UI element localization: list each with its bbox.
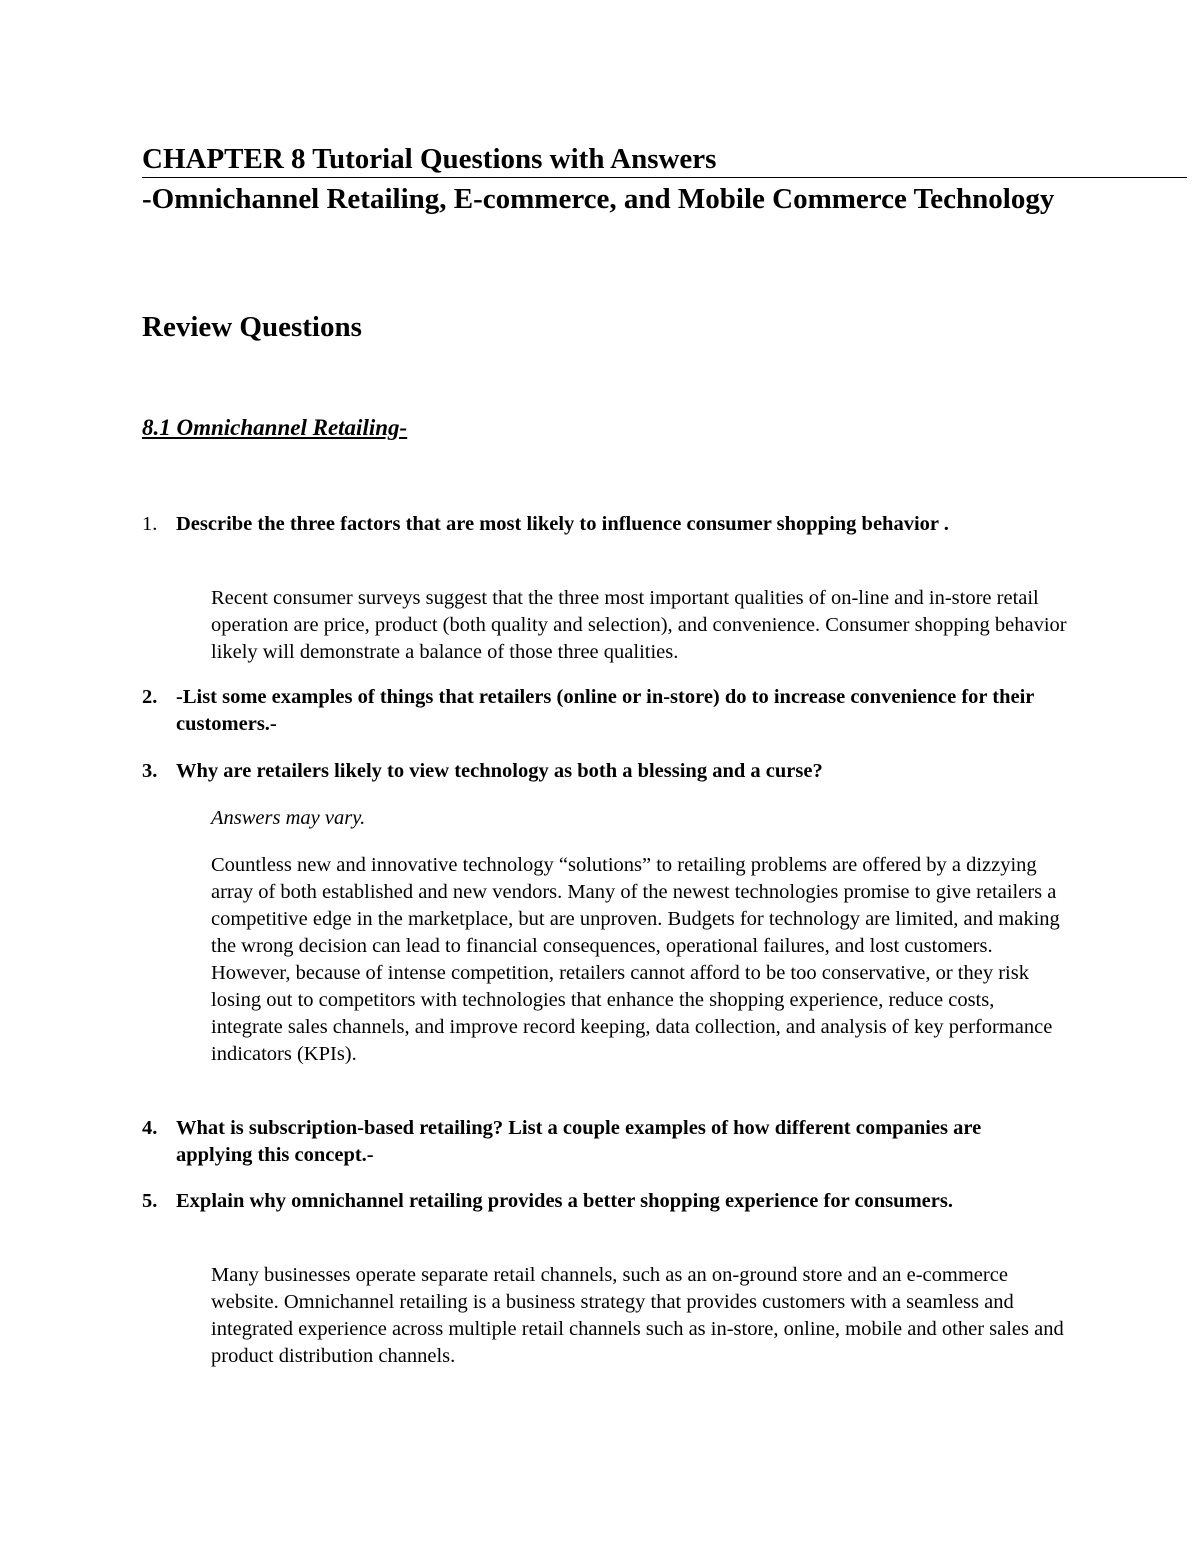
question-text: What is subscription-based retailing? List a couple examples of how different companies are applying this concept.- bbox=[176, 1117, 982, 1166]
question-number: 3. bbox=[142, 760, 158, 782]
document-subtitle: -Omnichannel Retailing, E-commerce, and Mobile Commerce Technology bbox=[142, 183, 1055, 215]
question-3 bbox=[142, 758, 1062, 785]
section-heading: Review Questions bbox=[142, 311, 362, 343]
question-number: 4. bbox=[142, 1117, 158, 1139]
question-5 bbox=[142, 1188, 1062, 1215]
question-text: Explain why omnichannel retailing provides a better shopping experience for consumers. bbox=[176, 1190, 953, 1212]
question-1 bbox=[142, 511, 1062, 538]
answer-3: Countless new and innovative technology “solutions” to retailing problems are offered by a dizzying array of both established and new vendors. Many of the newest technologies promise to give retailers a competitive edge in the marketplace, but are unproven. Budgets for technology are limited, and making the wrong decision can lead to financial consequences, operational failures, and lost customers. However, because of intense competition, retailers cannot afford to be too conservative, or they risk losing out to competitors with technologies that enhance the shopping experience, reduce costs, integrate sales channels, and improve record keeping, data collection, and analysis of key performance indicators (KPIs). bbox=[211, 854, 1060, 1065]
question-number: 2. bbox=[142, 686, 158, 708]
question-4 bbox=[142, 1115, 1062, 1169]
question-text: -List some examples of things that retailers (online or in-store) do to increase convenience for their customers.- bbox=[176, 686, 1035, 735]
subsection-heading: 8.1 Omnichannel Retailing- bbox=[142, 415, 408, 440]
question-text: Describe the three factors that are most likely to influence consumer shopping behavior . bbox=[176, 513, 949, 535]
question-number: 1. bbox=[142, 513, 158, 535]
document-title: CHAPTER 8 Tutorial Questions with Answers bbox=[142, 142, 1187, 178]
question-2 bbox=[142, 684, 1062, 738]
answer-1: Recent consumer surveys suggest that the three most important qualities of on-line and in-store retail operation are price, product (both quality and selection), and convenience. Consumer shopping behavior likely will demonstrate a balance of those three qualities. bbox=[211, 587, 1067, 663]
question-number: 5. bbox=[142, 1190, 158, 1212]
question-text: Why are retailers likely to view technology as both a blessing and a curse? bbox=[176, 760, 823, 782]
answer-5: Many businesses operate separate retail channels, such as an on-ground store and an e-commerce website. Omnichannel retailing is a business strategy that provides customers with a seamless and integrated experience across multiple retail channels such as in-store, online, mobile and other sales and product distribution channels. bbox=[211, 1264, 1064, 1367]
answer-note: Answers may vary. bbox=[211, 807, 366, 829]
